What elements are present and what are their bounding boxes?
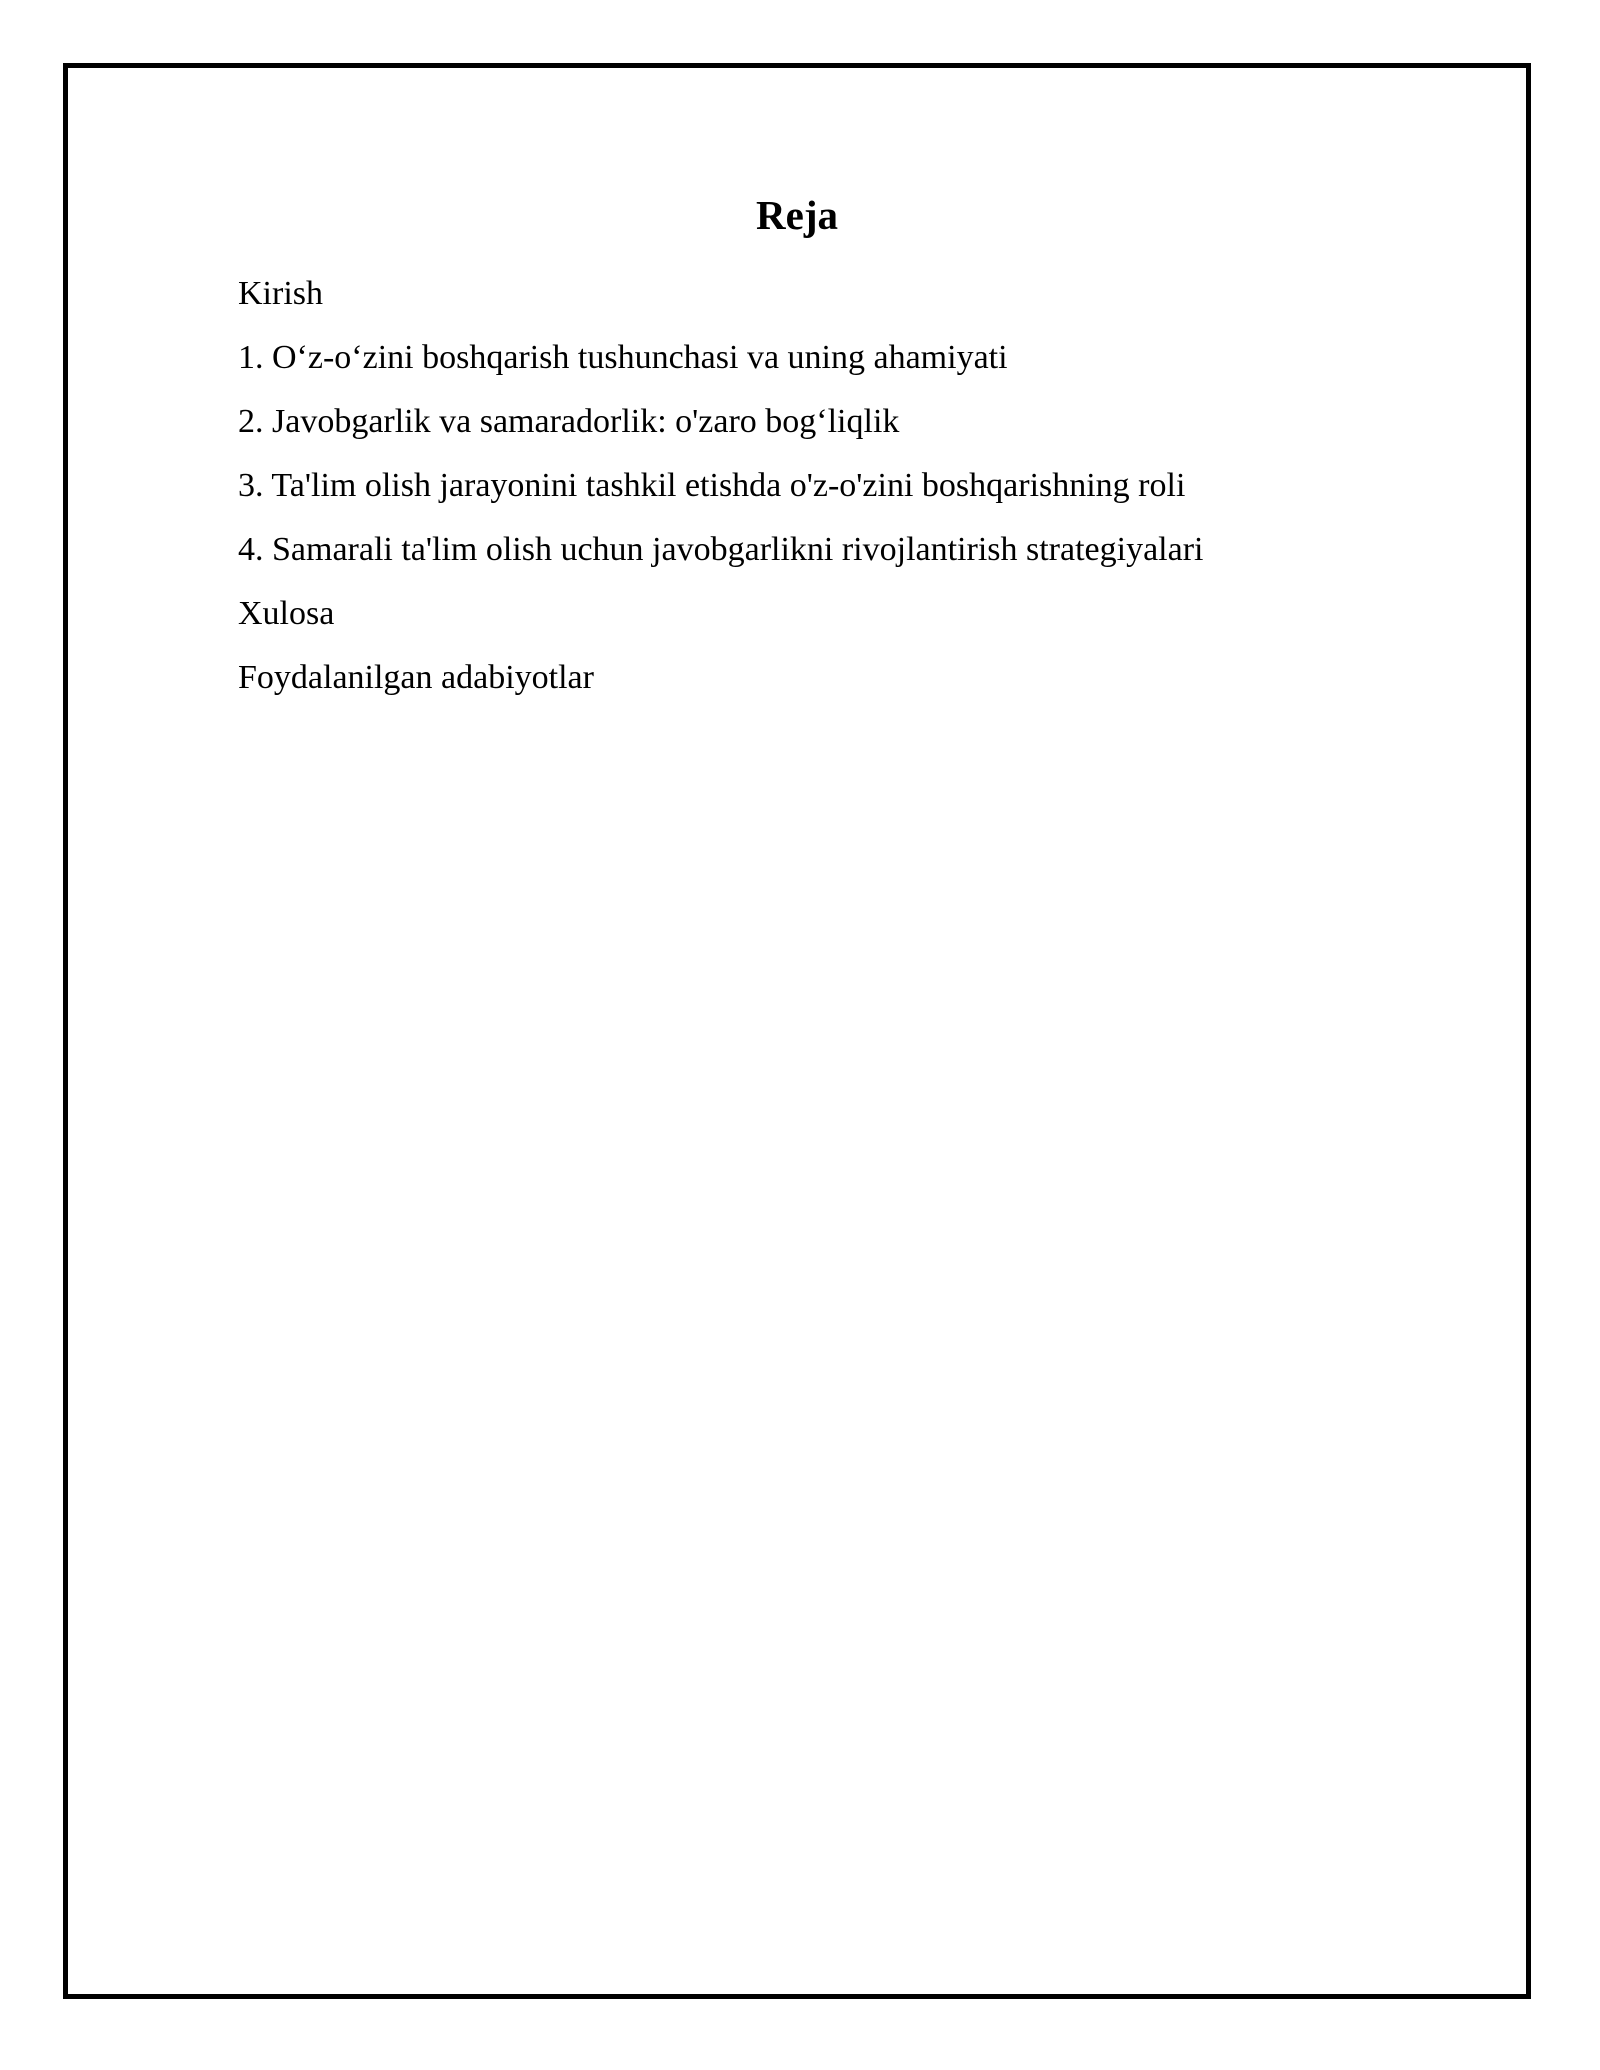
page-title: Reja	[756, 192, 838, 238]
toc-item-3: 3. Ta'lim olish jarayonini tashkil etishda o'z-o'zini boshqarishning roli	[238, 467, 1186, 504]
toc-item-references: Foydalanilgan adabiyotlar	[238, 659, 594, 696]
toc-item-4: 4. Samarali ta'lim olish uchun javobgarlikni rivojlantirish strategiyalari	[238, 531, 1204, 568]
toc-item-conclusion: Xulosa	[238, 595, 335, 632]
toc-item-1: 1. O‘z-o‘zini boshqarish tushunchasi va uning ahamiyati	[238, 339, 1008, 376]
table-of-contents	[238, 274, 1203, 722]
page-border	[63, 63, 1531, 1999]
toc-item-introduction: Kirish	[238, 275, 323, 312]
toc-item-2: 2. Javobgarlik va samaradorlik: o'zaro bog‘liqlik	[238, 403, 900, 440]
